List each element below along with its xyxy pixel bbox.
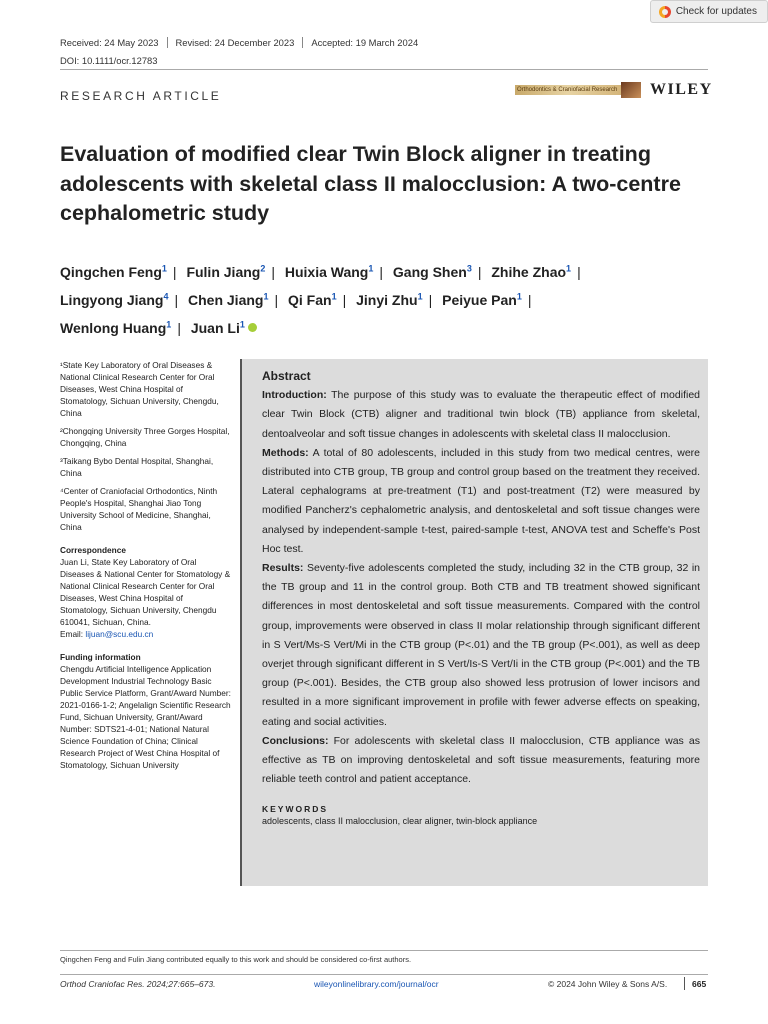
- author-list: Qingchen Feng$^1$ | Fulin Jiang$^2$ | Huixia Wang$^1$ | Gang Shen$^3$ | Zhihe Zhao$^1$ | Lingyong Jiang$^4$ | Chen Jiang$^1$ | Qi Fan$^1$ | Jinyi Zhu$^1$ | Peiyue Pan$^1$ | Wenlong Huang$^1$ | Juan Li$^1$: [60, 263, 581, 336]
- correspondence: [60, 544, 232, 640]
- author[interactable]: Juan Li$^1$: [190, 319, 245, 336]
- affiliation: ³Taikang Bybo Dental Hospital, Shanghai, China: [60, 456, 214, 478]
- author[interactable]: Chen Jiang$^1$: [188, 291, 269, 308]
- sidebar: [60, 359, 232, 782]
- funding-text: Chengdu Artificial Intelligence Application Development Industrial Technology Basic Public Service Platform, Grant/Award Number: 2021-0166-1-2; Angelalign Scientific Research Fund, Sichuan University, Grant/Award Number: SDTS21-4-01; National Natural Science Foundation of China; Clinical Research Project of West China Hospital of Stomatology, Sichuan University: [60, 664, 231, 770]
- author[interactable]: Qi Fan$^1$: [288, 291, 337, 308]
- affiliations: [60, 359, 232, 533]
- journal-logo-text: Orthodontics & Craniofacial Research: [515, 85, 621, 95]
- email-link[interactable]: lijuan@scu.edu.cn: [85, 629, 154, 639]
- header-divider: [60, 69, 708, 70]
- email-label: Email:: [60, 629, 86, 639]
- copyright: © 2024 John Wiley & Sons A/S.: [548, 979, 668, 989]
- funding: [60, 651, 232, 771]
- page-number: 665: [692, 979, 707, 989]
- funding-heading: Funding information: [60, 652, 141, 662]
- check-for-updates-label: Check for updates: [675, 6, 757, 17]
- abstract-heading: Abstract: [262, 369, 311, 383]
- author[interactable]: Zhihe Zhao$^1$: [491, 263, 572, 280]
- footer-separator: [684, 977, 685, 990]
- correspondence-heading: Correspondence: [60, 545, 126, 555]
- footer-divider: [60, 974, 708, 975]
- article-dates: [60, 37, 426, 48]
- abstract-introduction: Introduction: The purpose of this study was to evaluate the therapeutic effect of modified clear Twin Block (CTB) aligner and traditional twin block (TB) appliance from skeletal, dentoalveolar and soft tissue changes in adolescents with skeletal class II malocclusion.: [262, 389, 700, 440]
- author[interactable]: Wenlong Huang$^1$: [60, 319, 172, 336]
- author[interactable]: Fulin Jiang$^2$: [186, 263, 266, 280]
- author[interactable]: Huixia Wang$^1$: [284, 263, 374, 280]
- author[interactable]: Lingyong Jiang$^4$: [60, 291, 169, 308]
- author[interactable]: Qingchen Feng$^1$: [60, 263, 167, 280]
- orcid-icon[interactable]: [248, 323, 257, 332]
- footer-citation: Orthod Craniofac Res. 2024;27:665–673.: [60, 979, 216, 989]
- correspondence-text: Juan Li, State Key Laboratory of Oral Diseases & National Center for Stomatology & National Clinical Research Center for Oral Diseases, West China Hospital of Stomatology, Sichuan University, Chengdu 610041, Sichuan, China.: [60, 557, 231, 627]
- footnote-divider: [60, 950, 708, 951]
- journal-url-link[interactable]: wileyonlinelibrary.com/journal/ocr: [314, 979, 439, 989]
- footnote: Qingchen Feng and Fulin Jiang contributed equally to this work and should be considered co-first authors.: [60, 955, 412, 964]
- abstract-methods: Methods: A total of 80 adolescents, included in this study from two medical centres, were distributed into CTB group, TB group and control group based on the treatment they received. Lateral cephalograms at pre-treatment (T1) and post-treatment (T2) were measured by modified Pancherz's cephalometric analysis, and dentoskeletal and soft tissue changes were analysed by independent-sample t-test, paired-sample t-test, ANOVA test and Scheffe's Post Hoc test.: [262, 446, 700, 555]
- author[interactable]: Jinyi Zhu$^1$: [356, 291, 423, 308]
- affiliation: ⁴Center of Craniofacial Orthodontics, Ninth People's Hospital, Shanghai Jiao Tong University School of Medicine, Shanghai, China: [60, 486, 218, 532]
- update-badge-icon: [659, 6, 671, 18]
- check-for-updates-button[interactable]: [650, 0, 768, 23]
- journal-logo: [515, 82, 641, 98]
- revised-date: Revised: 24 December 2023: [167, 37, 303, 48]
- journal-logo-image: [621, 82, 641, 98]
- publisher-logo: WILEY: [650, 81, 713, 98]
- received-date: Received: 24 May 2023: [60, 37, 159, 48]
- author[interactable]: Gang Shen$^3$: [392, 263, 472, 280]
- affiliation: ¹State Key Laboratory of Oral Diseases & National Clinical Research Center for Oral Diseases, West China Hospital of Stomatology, Sichuan University, Chengdu, China: [60, 360, 219, 418]
- abstract-results: Results: Seventy-five adolescents completed the study, including 32 in the CTB group, 32 in the TB group and 11 in the control group. Both CTB and TB treatment showed significant differences in most dentoskeletal and soft tissue measurements. Compared with the control group, improvements were observed in class II molar relationship through significant different in S Vert/Ms-S Vert/Mi in the CTB group (P<.01) and the TB group (P<.001), as well as deep overjet through significant different in S Vert/Is-S Vert/Ii in the CTB group (P<.001) and the TB group (P<.001). Besides, the CTB group also showed less protrusion of lower incisors and resulted in a more significant improvement in profile with fewer adverse effects on speaking, eating and social activities.: [262, 562, 700, 728]
- author[interactable]: Peiyue Pan$^1$: [442, 291, 522, 308]
- keywords: adolescents, class II malocclusion, clear aligner, twin-block appliance: [262, 816, 538, 827]
- affiliation: ²Chongqing University Three Gorges Hospital, Chongqing, China: [60, 426, 230, 448]
- article-title: Evaluation of modified clear Twin Block aligner in treating adolescents with skeletal class II malocclusion: A two-centre cephalometric study: [60, 142, 681, 225]
- doi: DOI: 10.1111/ocr.12783: [60, 55, 158, 66]
- abstract-box: [240, 359, 708, 886]
- accepted-date: Accepted: 19 March 2024: [302, 37, 426, 48]
- article-type: RESEARCH ARTICLE: [60, 89, 222, 103]
- keywords-heading: KEYWORDS: [262, 804, 329, 815]
- abstract-conclusions: Conclusions: For adolescents with skeletal class II malocclusion, CTB appliance was as effective as TB on improving dentoskeletal and soft tissue measurements, featuring more reliable teeth control and patient acceptance.: [262, 734, 700, 786]
